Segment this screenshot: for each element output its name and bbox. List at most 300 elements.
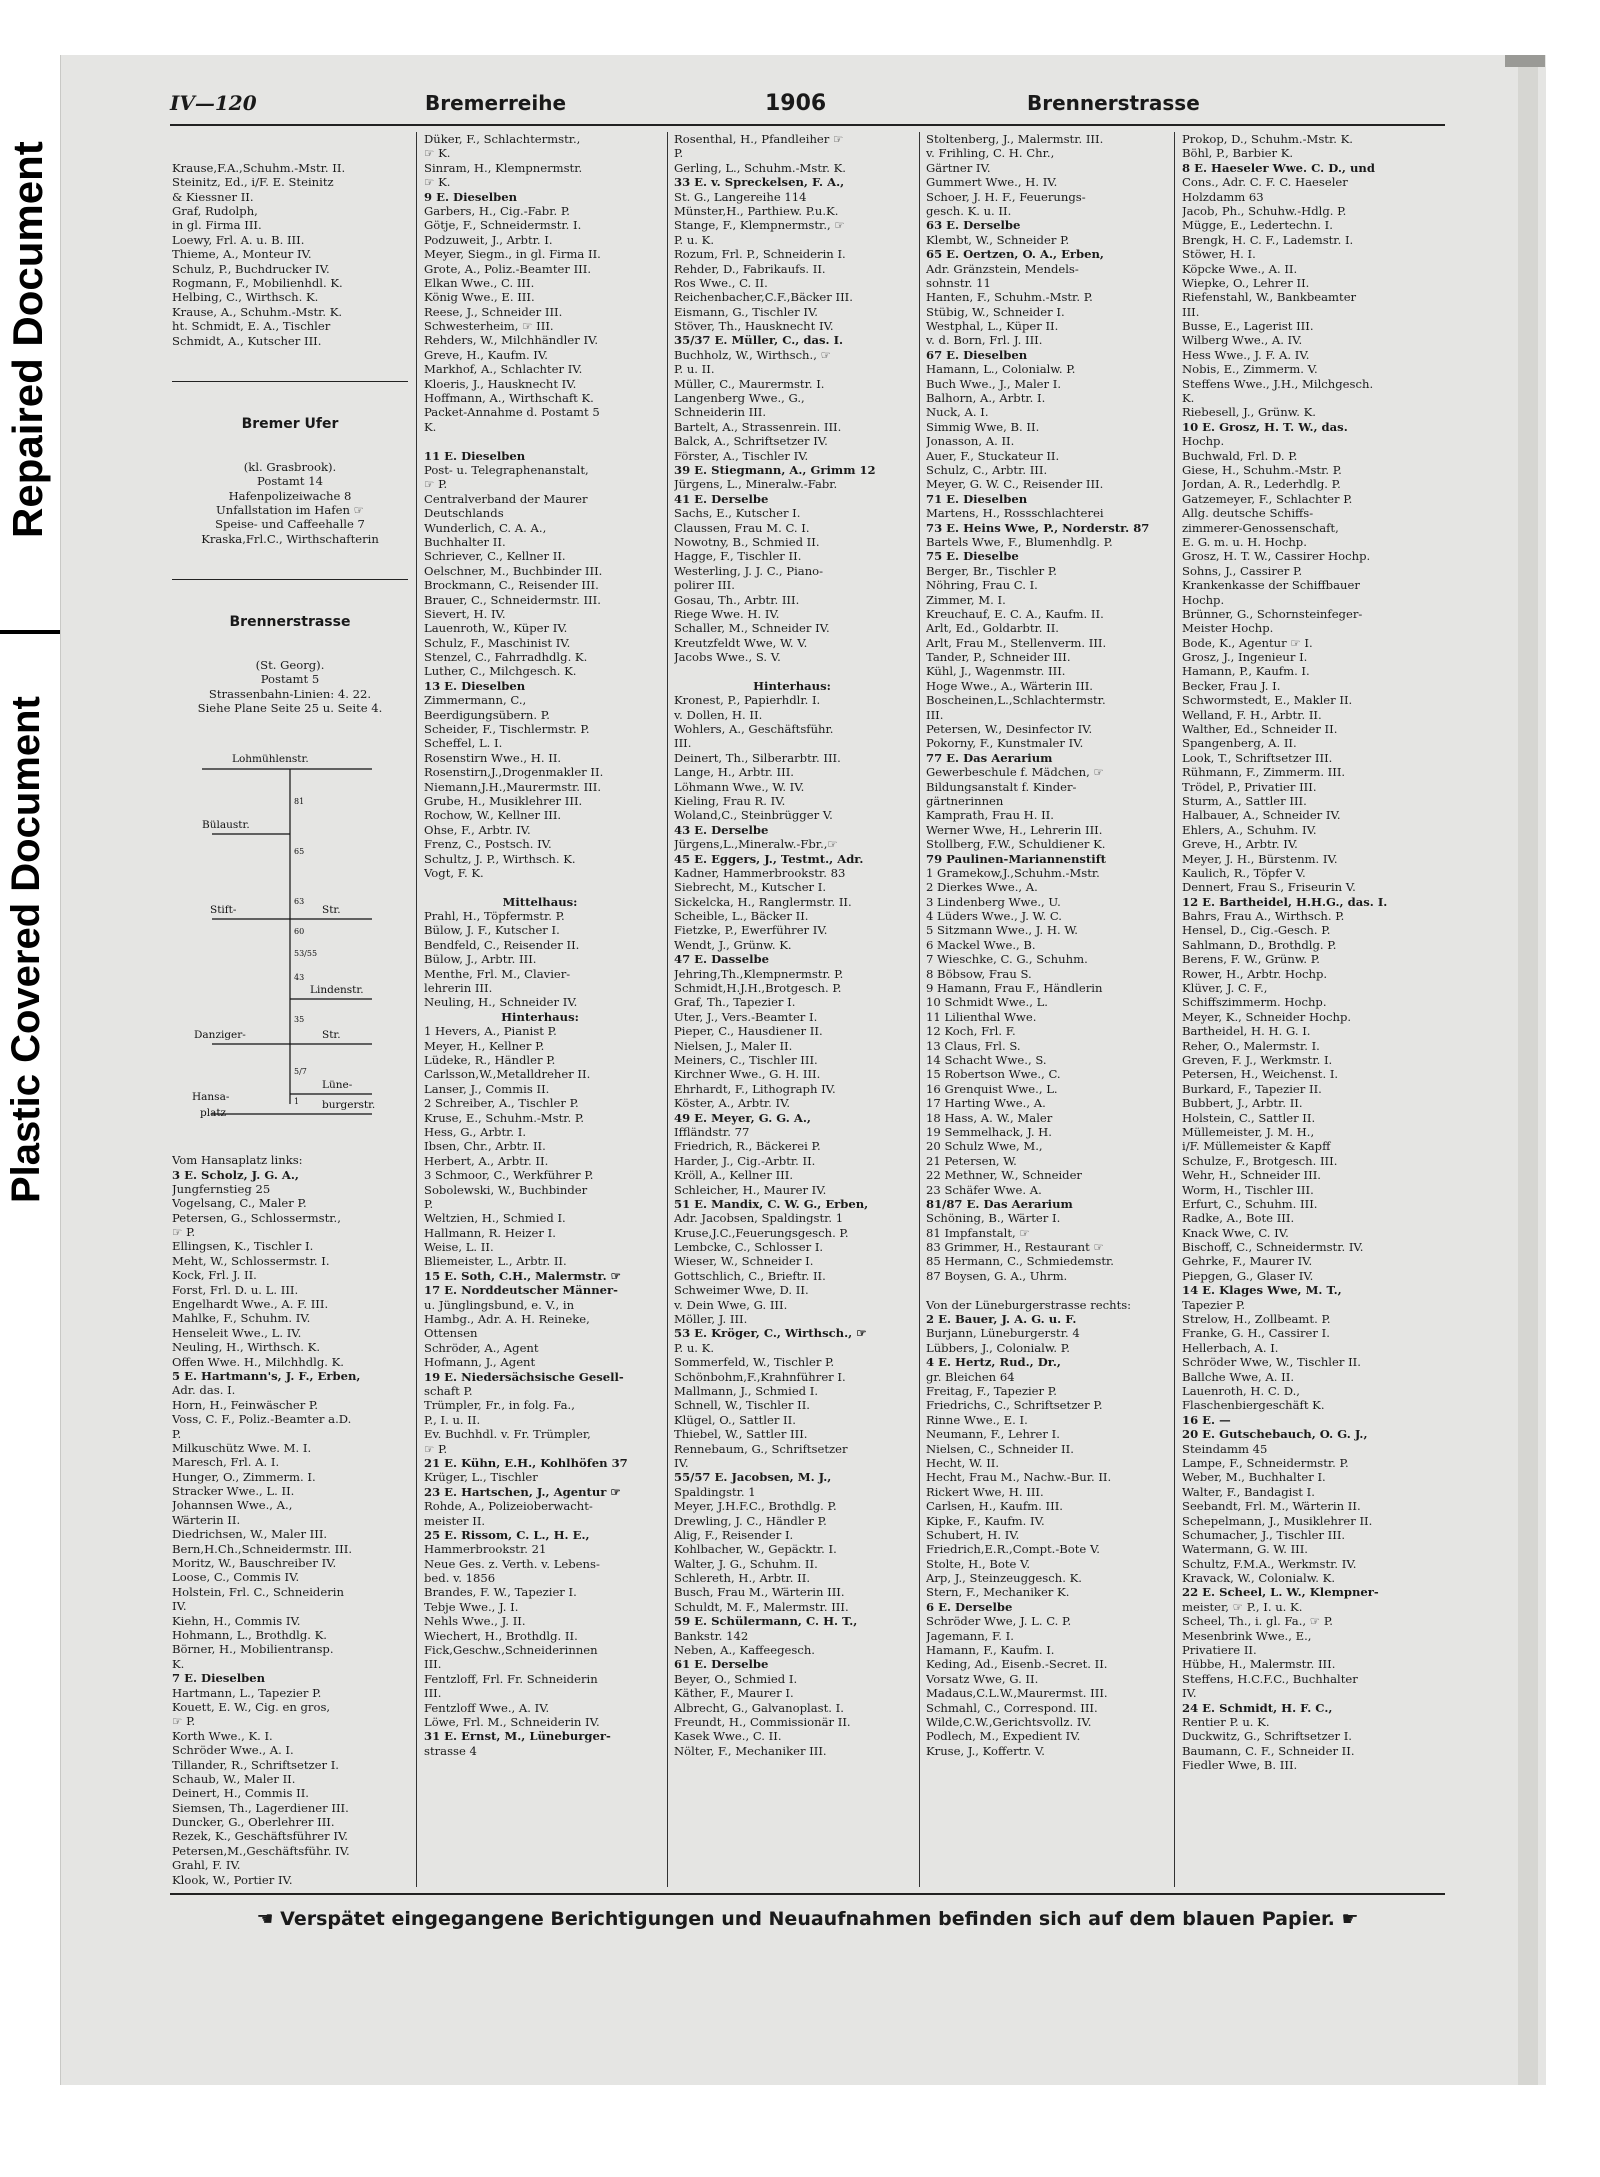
entry-line: 55/57 E. Jacobsen, M. J., bbox=[674, 1470, 832, 1485]
entry-line: Steffens Wwe., J.H., Milchgesch. bbox=[1182, 376, 1374, 391]
entry-line: Arlt, Frau M., Stellenverm. III. bbox=[926, 635, 1107, 650]
entry-line: 23 Schäfer Wwe. A. bbox=[926, 1182, 1042, 1197]
entry-line: Niemann,J.H.,Maurermstr. III. bbox=[424, 779, 602, 794]
entry-line: Stöver, Th., Hausknecht IV. bbox=[674, 319, 834, 334]
map-street-label: Danziger- bbox=[194, 1029, 246, 1042]
entry-line: Meyer, J. H., Bürstenm. IV. bbox=[1182, 851, 1338, 866]
entry-line: ☞ P. bbox=[172, 1225, 196, 1240]
entry-line: 8 E. Haeseler Wwe. C. D., und bbox=[1182, 160, 1375, 175]
map-street-label: platz bbox=[200, 1107, 227, 1120]
entry-line: Hecht, Frau M., Nachw.-Bur. II. bbox=[926, 1470, 1112, 1485]
entry-line: K. bbox=[172, 1656, 185, 1671]
entry-line: 21 E. Kühn, E.H., Kohlhöfen 37 bbox=[424, 1455, 628, 1470]
entry-line: Nöhring, Frau C. I. bbox=[926, 578, 1038, 593]
entry-line: 11 Lilienthal Wwe. bbox=[926, 1009, 1037, 1024]
entry-line: Flaschenbiergeschäft K. bbox=[1182, 1398, 1325, 1413]
entry-line: Hecht, W. II. bbox=[926, 1455, 1000, 1470]
entry-line: Busch, Frau M., Wärterin III. bbox=[674, 1585, 845, 1600]
map-house-number: 53/55 bbox=[294, 949, 318, 959]
entry-line: E. G. m. u. H. Hochp. bbox=[1182, 534, 1307, 549]
entry-line: 13 E. Dieselben bbox=[424, 678, 526, 693]
entry-line: Rogmann, F., Mobilienhdl. K. bbox=[172, 275, 343, 290]
entry-line: 49 E. Meyer, G. G. A., bbox=[674, 1110, 811, 1125]
entry-line: Duckwitz, G., Schriftsetzer I. bbox=[1182, 1729, 1352, 1744]
entry-line: Siebrecht, M., Kutscher I. bbox=[674, 880, 827, 895]
entry-line: Schmidt,H.J.H.,Brotgesch. P. bbox=[674, 981, 842, 996]
entry-line: Frenz, C., Postsch. IV. bbox=[424, 837, 552, 852]
entry-line: Rickert Wwe, H. III. bbox=[926, 1484, 1044, 1499]
entry-line: ☞ K. bbox=[424, 146, 451, 161]
entry-line: Rentier P. u. K. bbox=[1182, 1714, 1270, 1729]
entry-line: Ehlers, A., Schuhm. IV. bbox=[1182, 822, 1317, 837]
entry-line: Deinert, H., Commis II. bbox=[172, 1786, 309, 1801]
entry-line: 13 Claus, Frl. S. bbox=[926, 1038, 1021, 1053]
entry-line: Franke, G. H., Cassirer I. bbox=[1182, 1326, 1330, 1341]
entry-line: Riefenstahl, W., Bankbeamter bbox=[1182, 290, 1357, 305]
entry-line: Buchwald, Frl. D. P. bbox=[1182, 448, 1298, 463]
entry-line: Kraska,Frl.C., Wirthschafterin bbox=[201, 531, 379, 546]
entry-line: Strelow, H., Zollbeamt. P. bbox=[1182, 1312, 1331, 1327]
entry-line: Hess Wwe., J. F. A. IV. bbox=[1182, 347, 1310, 362]
footer-rule bbox=[170, 1893, 1445, 1895]
directory-column-4 bbox=[926, 132, 1166, 1887]
page-header bbox=[170, 85, 1445, 121]
entry-line: Schepelmann, J., Musiklehrer II. bbox=[1182, 1513, 1373, 1528]
entry-line: Siehe Plane Seite 25 u. Seite 4. bbox=[197, 701, 383, 716]
page-edge-tab bbox=[1505, 55, 1545, 67]
entry-line: Auer, F., Stuckateur II. bbox=[926, 448, 1060, 463]
entry-line: Klook, W., Portier IV. bbox=[172, 1872, 293, 1887]
entry-line: Rosenstirn,J.,Drogenmakler II. bbox=[424, 765, 604, 780]
entry-line: Kasek Wwe., C. II. bbox=[674, 1729, 782, 1744]
entry-line: Forst, Frl. D. u. L. III. bbox=[172, 1282, 299, 1297]
brennerstrasse-info bbox=[172, 658, 408, 716]
entry-line: Rehders, W., Milchhändler IV. bbox=[424, 333, 599, 348]
entry-line: Berens, F. W., Grünw. P. bbox=[1182, 952, 1320, 967]
entry-line: 17 Harting Wwe., A. bbox=[926, 1096, 1046, 1111]
entry-line: schaft P. bbox=[424, 1383, 473, 1398]
entry-line: Pokorny, F., Kunstmaler IV. bbox=[926, 736, 1084, 751]
entry-line: u. Jünglingsbund, e. V., in bbox=[424, 1297, 575, 1312]
entry-line: Ehrhardt, F., Lithograph IV. bbox=[674, 1081, 836, 1096]
entry-line: Petersen, G., Schlossermstr., bbox=[172, 1210, 341, 1225]
column-separator bbox=[667, 132, 668, 1887]
entry-line: 73 E. Heins Wwe, P., Norderstr. 87 bbox=[926, 520, 1150, 535]
bremer-ufer-entries bbox=[172, 460, 408, 546]
entry-line: Schmahl, C., Correspond. III. bbox=[926, 1700, 1098, 1715]
entry-line: Kloeris, J., Hausknecht IV. bbox=[424, 376, 577, 391]
directory-column-5 bbox=[1182, 132, 1444, 1887]
entry-line: III. bbox=[424, 1686, 442, 1701]
entry-line: Voss, C. F., Poliz.-Beamter a.D. bbox=[172, 1412, 352, 1427]
entry-line: (kl. Grasbrook). bbox=[243, 459, 337, 474]
entry-line: gesch. K. u. II. bbox=[926, 203, 1012, 218]
entry-line: 22 E. Scheel, L. W., Klempner- bbox=[1182, 1585, 1379, 1600]
entry-line: Tander, P., Schneider III. bbox=[926, 650, 1071, 665]
entry-line: Bartelt, A., Strassenrein. III. bbox=[674, 419, 842, 434]
entry-line: Schwormstedt, E., Makler II. bbox=[1182, 693, 1353, 708]
entry-line: Loose, C., Commis IV. bbox=[172, 1570, 300, 1585]
entry-line: Kreutzfeldt Wwe, W. V. bbox=[674, 635, 808, 650]
entry-line: Weise, L. II. bbox=[424, 1240, 494, 1255]
entry-line: Schröder, A., Agent bbox=[424, 1340, 539, 1355]
entry-line: Brandes, F. W., Tapezier I. bbox=[424, 1585, 577, 1600]
entry-line: Wunderlich, C. A. A., bbox=[424, 520, 547, 535]
entry-line: 14 Schacht Wwe., S. bbox=[926, 1053, 1047, 1067]
entry-line: Scheel, Th., i. gl. Fa., ☞ P. bbox=[1182, 1614, 1333, 1629]
entry-line: Mügge, E., Ledertechn. I. bbox=[1182, 218, 1333, 233]
entry-line: P. u. K. bbox=[674, 232, 715, 247]
entry-line: Harder, J., Cig.-Arbtr. II. bbox=[674, 1153, 816, 1168]
entry-line: Schultz, F.M.A., Werkmstr. IV. bbox=[1182, 1556, 1357, 1571]
entry-line: Neumann, F., Lehrer I. bbox=[926, 1427, 1060, 1442]
entry-line: 5 Sitzmann Wwe., J. H. W. bbox=[926, 923, 1078, 938]
entry-line: Käther, F., Maurer I. bbox=[674, 1686, 794, 1701]
entry-line: Reese, J., Schneider III. bbox=[424, 304, 563, 319]
entry-line: strasse 4 bbox=[424, 1743, 477, 1758]
entry-line: Bern,H.Ch.,Schneidermstr. III. bbox=[172, 1541, 353, 1556]
entry-line: Kruse, E., Schuhm.-Mstr. P. bbox=[424, 1110, 585, 1125]
entry-line: 10 Schmidt Wwe., L. bbox=[926, 995, 1048, 1010]
entry-line: IV. bbox=[674, 1455, 689, 1470]
entry-line: Herbert, A., Arbtr. II. bbox=[424, 1153, 549, 1168]
entry-line: 14 E. Klages Wwe, M. T., bbox=[1182, 1283, 1342, 1298]
entry-line: St. G., Langereihe 114 bbox=[674, 189, 807, 204]
entry-line: Petersen, W., Desinfector IV. bbox=[926, 722, 1093, 737]
entry-line: Kipke, F., Kaufm. IV. bbox=[926, 1513, 1045, 1528]
entry-line: Gatzemeyer, F., Schlachter P. bbox=[1182, 491, 1353, 506]
entry-line: 6 Mackel Wwe., B. bbox=[926, 937, 1036, 952]
entry-line: gr. Bleichen 64 bbox=[926, 1369, 1015, 1384]
entry-line: Hofmann, J., Agent bbox=[424, 1355, 536, 1370]
entry-line: Lange, H., Arbtr. III. bbox=[674, 765, 794, 780]
entry-line: Ballche Wwe, A. II. bbox=[1182, 1369, 1295, 1384]
entry-line: 3 Lindenberg Wwe., U. bbox=[926, 894, 1061, 909]
entry-line: Kohlbacher, W., Gepäcktr. I. bbox=[674, 1542, 837, 1557]
entry-line: Post- u. Telegraphenanstalt, bbox=[424, 462, 589, 477]
entry-line: Garbers, H., Cig.-Fabr. P. bbox=[424, 203, 570, 218]
entry-line: v. Frihling, C. H. Chr., bbox=[926, 146, 1055, 161]
entry-line: ☞ P. bbox=[424, 477, 448, 492]
entry-line: 8 Böbsow, Frau S. bbox=[926, 966, 1032, 981]
entry-line: 25 E. Rissom, C. L., H. E., bbox=[424, 1527, 590, 1542]
entry-line: Wilberg Wwe., A. IV. bbox=[1182, 333, 1303, 348]
entry-line: Stollberg, F.W., Schuldiener K. bbox=[926, 837, 1106, 852]
entry-line: Kock, Frl. J. II. bbox=[172, 1268, 257, 1283]
entry-line: 77 E. Das Aerarium bbox=[926, 750, 1053, 765]
entry-line: sohnstr. 11 bbox=[926, 275, 991, 290]
entry-line: Jacobs Wwe., S. V. bbox=[674, 650, 781, 665]
entry-line: Münster,H., Parthiew. P.u.K. bbox=[674, 203, 839, 218]
entry-line: 19 Semmelhack, J. H. bbox=[926, 1124, 1052, 1139]
entry-line: Rinne Wwe., E. I. bbox=[926, 1412, 1028, 1427]
entry-line: Kaulich, R., Töpfer V. bbox=[1182, 865, 1306, 880]
entry-line: Wiechert, H., Brothdlg. II. bbox=[424, 1628, 578, 1643]
entry-line: 2 Schreiber, A., Tischler P. bbox=[424, 1096, 579, 1111]
bremer-ufer-heading: Bremer Ufer bbox=[241, 415, 339, 432]
entry-line: Wieser, W., Schneider I. bbox=[674, 1254, 814, 1269]
entry-line: Graf, Rudolph, bbox=[172, 203, 258, 218]
entry-line: Iffländstr. 77 bbox=[674, 1124, 750, 1139]
entry-line: Schuldt, M. F., Malermstr. III. bbox=[674, 1599, 849, 1614]
entry-line: Gosau, Th., Arbtr. III. bbox=[674, 592, 800, 607]
entry-line: 18 Hass, A. W., Maler bbox=[926, 1110, 1053, 1125]
entry-line: Hinterhaus: bbox=[501, 1009, 579, 1024]
entry-line: 2 E. Bauer, J. A. G. u. F. bbox=[926, 1312, 1077, 1327]
entry-line: 15 Robertson Wwe., C. bbox=[926, 1067, 1061, 1082]
entry-line: Adr. Jacobsen, Spaldingstr. 1 bbox=[674, 1211, 844, 1226]
entry-line: 4 E. Hertz, Rud., Dr., bbox=[926, 1355, 1061, 1370]
entry-line: Holstein, Frl. C., Schneiderin bbox=[172, 1584, 344, 1599]
entry-line: Förster, A., Tischler IV. bbox=[674, 448, 809, 463]
entry-line: Balhorn, A., Arbtr. I. bbox=[926, 391, 1046, 406]
entry-line: 83 Grimmer, H., Restaurant ☞ bbox=[926, 1240, 1104, 1255]
entry-line: Mesenbrink Wwe., E., bbox=[1182, 1628, 1312, 1643]
entry-line: 43 E. Derselbe bbox=[674, 822, 769, 837]
entry-line: Krüger, L., Tischler bbox=[424, 1470, 538, 1485]
entry-line: Adr. das. I. bbox=[172, 1383, 236, 1398]
entry-line: Hambg., Adr. A. H. Reineke, bbox=[424, 1312, 590, 1327]
entry-line: 9 Hamann, Frau F., Händlerin bbox=[926, 981, 1103, 996]
entry-line: 6 E. Derselbe bbox=[926, 1599, 1013, 1614]
entry-line: Engelhardt Wwe., A. F. III. bbox=[172, 1297, 329, 1312]
entry-line: Mahlke, F., Schuhm. IV. bbox=[172, 1311, 311, 1326]
entry-line: Welland, F. H., Arbtr. II. bbox=[1182, 707, 1322, 722]
entry-line: Postamt 14 bbox=[257, 474, 323, 489]
entry-line: Schönbohm,F.,Krahnführer I. bbox=[674, 1369, 846, 1384]
entry-line: Spangenberg, A. II. bbox=[1182, 736, 1297, 751]
entry-line: Sahlmann, D., Brothdlg. P. bbox=[1182, 937, 1337, 952]
entry-line: IV. bbox=[172, 1599, 187, 1614]
entry-line: Greve, H., Kaufm. IV. bbox=[424, 347, 548, 362]
map-house-number: 43 bbox=[294, 973, 305, 983]
entry-line: Ibsen, Chr., Arbtr. II. bbox=[424, 1139, 546, 1154]
entry-line: Nobis, E., Zimmerm. V. bbox=[1182, 362, 1318, 377]
entry-line: Sommerfeld, W., Tischler P. bbox=[674, 1355, 835, 1370]
entry-line: ☞ P. bbox=[424, 1441, 448, 1456]
entry-line: 1 Gramekow,J.,Schuhm.-Mstr. bbox=[926, 865, 1100, 880]
entry-line: Eismann, G., Tischler IV. bbox=[674, 304, 818, 319]
entry-line: Scheider, F., Tischlermstr. P. bbox=[424, 722, 590, 737]
entry-line: Stern, F., Mechaniker K. bbox=[926, 1585, 1070, 1600]
entry-line: Krankenkasse der Schiffbauer bbox=[1182, 578, 1360, 593]
map-street-label: Bülaustr. bbox=[202, 819, 250, 832]
entry-line: Grosz, H. T. W., Cassirer Hochp. bbox=[1182, 549, 1371, 564]
entry-line: Meyer, G. W. C., Reisender III. bbox=[926, 477, 1104, 492]
entry-line: Prokop, D., Schuhm.-Mstr. K. bbox=[1182, 132, 1353, 146]
entry-line: Woland,C., Steinbrügger V. bbox=[674, 808, 833, 823]
entry-line: König Wwe., E. III. bbox=[424, 290, 535, 305]
entry-line: Carlsen, H., Kaufm. III. bbox=[926, 1499, 1063, 1514]
entry-line: Kirchner Wwe., G. H. III. bbox=[674, 1067, 821, 1082]
entry-line: Watermann, G. W. III. bbox=[1182, 1542, 1308, 1557]
entry-line: Schnell, W., Tischler II. bbox=[674, 1398, 810, 1413]
entry-line: Siemsen, Th., Lagerdiener III. bbox=[172, 1800, 349, 1815]
map-house-number: 35 bbox=[294, 1015, 305, 1025]
entry-line: Schriever, C., Kellner II. bbox=[424, 549, 566, 564]
entry-line: Rohde, A., Polizeioberwacht- bbox=[424, 1499, 593, 1514]
entry-line: Rehder, D., Fabrikaufs. II. bbox=[674, 261, 826, 276]
entry-line: Friedrich, R., Bäckerei P. bbox=[674, 1139, 821, 1154]
entry-line: Nölter, F., Mechaniker III. bbox=[674, 1743, 827, 1758]
entry-line: Gehrke, F., Maurer IV. bbox=[1182, 1254, 1313, 1269]
entry-line: 2 Dierkes Wwe., A. bbox=[926, 880, 1038, 895]
entry-line: Burkard, F., Tapezier II. bbox=[1182, 1081, 1322, 1096]
entry-line: Busse, E., Lagerist III. bbox=[1182, 319, 1314, 334]
header-street-left: Bremerreihe bbox=[425, 91, 567, 115]
entry-line: Friedrichs, C., Schriftsetzer P. bbox=[926, 1398, 1103, 1413]
entry-line: Graf, Th., Tapezier I. bbox=[674, 995, 796, 1010]
entry-line: Schröder Wwe, W., Tischler II. bbox=[1182, 1355, 1361, 1370]
entry-line: 71 E. Dieselben bbox=[926, 491, 1028, 506]
entry-line: Becker, Frau J. I. bbox=[1182, 678, 1281, 693]
entry-line: Lampe, F., Schneidermstr. P. bbox=[1182, 1455, 1349, 1470]
pointing-hand-left-icon: ☚ bbox=[256, 1908, 274, 1930]
entry-line: Riege Wwe. H. IV. bbox=[674, 606, 780, 621]
entry-line: Friedrich,E.R.,Compt.-Bote V. bbox=[926, 1542, 1100, 1557]
entry-line: Walter, F., Bandagist I. bbox=[1182, 1484, 1315, 1499]
entry-line: Balck, A., Schriftsetzer IV. bbox=[674, 434, 828, 449]
entry-line: Böhl, P., Barbier K. bbox=[1182, 146, 1294, 161]
entry-line: Schulz, F., Maschinist IV. bbox=[424, 635, 571, 650]
entry-line: Drewling, J. C., Händler P. bbox=[674, 1513, 827, 1528]
page-edge bbox=[1518, 55, 1538, 2085]
entry-line: Schubert, H. IV. bbox=[926, 1527, 1020, 1542]
entry-line: Hochp. bbox=[1182, 434, 1225, 449]
entry-line: Maresch, Frl. A. I. bbox=[172, 1455, 280, 1470]
entry-line: ☞ K. bbox=[424, 175, 451, 190]
entry-line: Walter, J. G., Schuhm. II. bbox=[674, 1556, 818, 1571]
entry-line: Brockmann, C., Reisender III. bbox=[424, 578, 599, 593]
entry-line: Weber, M., Buchhalter I. bbox=[1182, 1470, 1326, 1485]
entry-line: Greven, F. J., Werkmstr. I. bbox=[1182, 1053, 1333, 1067]
entry-line: Nehls Wwe., J. II. bbox=[424, 1614, 526, 1629]
entry-line: Lübbers, J., Colonialw. P. bbox=[926, 1340, 1070, 1355]
entries-bottom bbox=[172, 1153, 408, 1887]
entry-line: Kravack, W., Colonialw. K. bbox=[1182, 1571, 1336, 1586]
entry-line: Schulz, P., Buchdrucker IV. bbox=[172, 261, 330, 276]
entry-line: 33 E. v. Spreckelsen, F. A., bbox=[674, 175, 845, 190]
map-house-number: 63 bbox=[294, 897, 305, 907]
entry-line: Rennebaum, G., Schriftsetzer bbox=[674, 1441, 848, 1456]
entry-line bbox=[424, 880, 656, 894]
entry-line: 16 Grenquist Wwe., L. bbox=[926, 1081, 1058, 1096]
entry-line: Schneiderin III. bbox=[674, 405, 767, 420]
entry-line: Zimmer, M. I. bbox=[926, 592, 1006, 607]
entry-line: Wehr, H., Schneider III. bbox=[1182, 1168, 1321, 1183]
entry-line: Müller, C., Maurermstr. I. bbox=[674, 376, 825, 391]
entry-line: Trödel, P., Privatier III. bbox=[1182, 779, 1317, 794]
entry-line: Tapezier P. bbox=[1182, 1297, 1246, 1312]
entry-line: Worm, H., Tischler III. bbox=[1182, 1182, 1314, 1197]
entry-line: Hammerbrookstr. 21 bbox=[424, 1542, 547, 1557]
entry-line: 23 E. Hartschen, J., Agentur ☞ bbox=[424, 1484, 621, 1499]
entry-line: Klüver, J. C. F., bbox=[1182, 981, 1268, 996]
entry-line: K. bbox=[424, 419, 437, 434]
entry-line: Fentzloff, Frl. Fr. Schneiderin bbox=[424, 1671, 598, 1686]
entry-line: 16 E. — bbox=[1182, 1412, 1231, 1427]
map-house-number: 1 bbox=[294, 1097, 300, 1107]
entry-line: Schröder Wwe., A. I. bbox=[172, 1743, 294, 1758]
entry-line: 7 E. Dieselben bbox=[172, 1671, 266, 1686]
map-street-label: Str. bbox=[322, 904, 341, 917]
entry-line: 67 E. Dieselben bbox=[926, 347, 1028, 362]
entry-line: Nielsen, C., Schneider II. bbox=[926, 1441, 1074, 1456]
entry-line: ht. Schmidt, E. A., Tischler bbox=[172, 319, 331, 334]
entry-line: (St. Georg). bbox=[255, 657, 325, 672]
entry-line: Deutschlands bbox=[424, 506, 504, 521]
entry-line: Steinitz, Ed., i/F. E. Steinitz bbox=[172, 175, 334, 190]
entry-line: Prahl, H., Töpfermstr. P. bbox=[424, 909, 565, 924]
entry-line: Wendt, J., Grünw. K. bbox=[674, 937, 792, 952]
entry-line: Vogelsang, C., Maler P. bbox=[172, 1196, 307, 1211]
entry-line: Schulze, F., Brotgesch. III. bbox=[1182, 1153, 1338, 1168]
entry-line: Look, T., Schriftsetzer III. bbox=[1182, 750, 1333, 765]
entry-line: Jonasson, A. II. bbox=[926, 434, 1015, 449]
entry-line: Grube, H., Musiklehrer III. bbox=[424, 793, 583, 808]
entry-line: Stübig, W., Schneider I. bbox=[926, 304, 1065, 319]
entry-line: Brauer, C., Schneidermstr. III. bbox=[424, 592, 601, 607]
entry-line: 11 E. Dieselben bbox=[424, 448, 526, 463]
brennerstrasse-heading: Brennerstrasse bbox=[229, 613, 351, 630]
entry-line: Löhmann Wwe., W. IV. bbox=[674, 779, 805, 794]
entry-line: Baumann, C. F., Schneider II. bbox=[1182, 1743, 1355, 1758]
section-rule bbox=[172, 381, 408, 382]
entry-line: Schleicher, H., Maurer IV. bbox=[674, 1182, 827, 1197]
entry-line: Offen Wwe. H., Milchhdlg. K. bbox=[172, 1354, 344, 1369]
entry-line: 59 E. Schülermann, C. H. T., bbox=[674, 1614, 858, 1629]
entry-line: Kröll, A., Kellner III. bbox=[674, 1168, 794, 1183]
entry-line: Meyer, Siegm., in gl. Firma II. bbox=[424, 247, 601, 262]
entry-line: 65 E. Oertzen, O. A., Erben, bbox=[926, 247, 1104, 262]
entry-line: IV. bbox=[1182, 1686, 1197, 1701]
entry-line: Riebesell, J., Grünw. K. bbox=[1182, 405, 1316, 420]
entry-line: Arlt, Ed., Goldarbtr. II. bbox=[926, 621, 1059, 636]
entry-line: 53 E. Kröger, C., Wirthsch., ☞ bbox=[674, 1326, 867, 1341]
entry-line: Johannsen Wwe., A., bbox=[172, 1498, 293, 1513]
entry-line bbox=[674, 664, 910, 678]
entry-line: P. bbox=[674, 146, 684, 161]
entry-line: Jacob, Ph., Schuhw.-Hdlg. P. bbox=[1182, 203, 1347, 218]
entry-line: Lanser, J., Commis II. bbox=[424, 1081, 550, 1096]
section-rule bbox=[172, 579, 408, 580]
entry-line: Buchhalter II. bbox=[424, 534, 506, 549]
entry-line: Bildungsanstalt f. Kinder- bbox=[926, 779, 1077, 794]
entry-line: Unfallstation im Hafen ☞ bbox=[216, 502, 364, 517]
entry-line: Stolte, H., Bote V. bbox=[926, 1556, 1031, 1571]
entry-line: meister II. bbox=[424, 1513, 486, 1528]
entry-line: Hamann, P., Kaufm. I. bbox=[1182, 664, 1310, 679]
entry-line: Bartheidel, H. H. G. I. bbox=[1182, 1024, 1311, 1039]
entry-line: Grahl, F. IV. bbox=[172, 1858, 241, 1873]
entry-line: Klügel, O., Sattler II. bbox=[674, 1412, 796, 1427]
entry-line: Greve, H., Arbtr. IV. bbox=[1182, 837, 1298, 852]
entry-line: Giese, H., Schuhm.-Mstr. P. bbox=[1182, 462, 1342, 477]
entry-line: Spaldingstr. 1 bbox=[674, 1484, 756, 1499]
header-rule bbox=[170, 124, 1445, 126]
entry-line: Hensel, D., Cig.-Gesch. P. bbox=[1182, 923, 1331, 938]
entry-line: Westphal, L., Küper II. bbox=[926, 319, 1059, 334]
entry-line: Hinterhaus: bbox=[753, 678, 831, 693]
map-house-number: 65 bbox=[294, 847, 305, 857]
entry-line: P. bbox=[172, 1426, 182, 1441]
entry-line: Podlech, M., Expedient IV. bbox=[926, 1729, 1081, 1744]
entry-line: Kruse,J.C.,Feuerungsgesch. P. bbox=[674, 1225, 849, 1240]
entry-line: Schoer, J. H. F., Feuerungs- bbox=[926, 189, 1086, 204]
entry-line: Menthe, Frl. M., Clavier- bbox=[424, 966, 571, 981]
entry-line: 41 E. Derselbe bbox=[674, 491, 769, 506]
entry-line: Oelschner, M., Buchbinder III. bbox=[424, 563, 603, 578]
